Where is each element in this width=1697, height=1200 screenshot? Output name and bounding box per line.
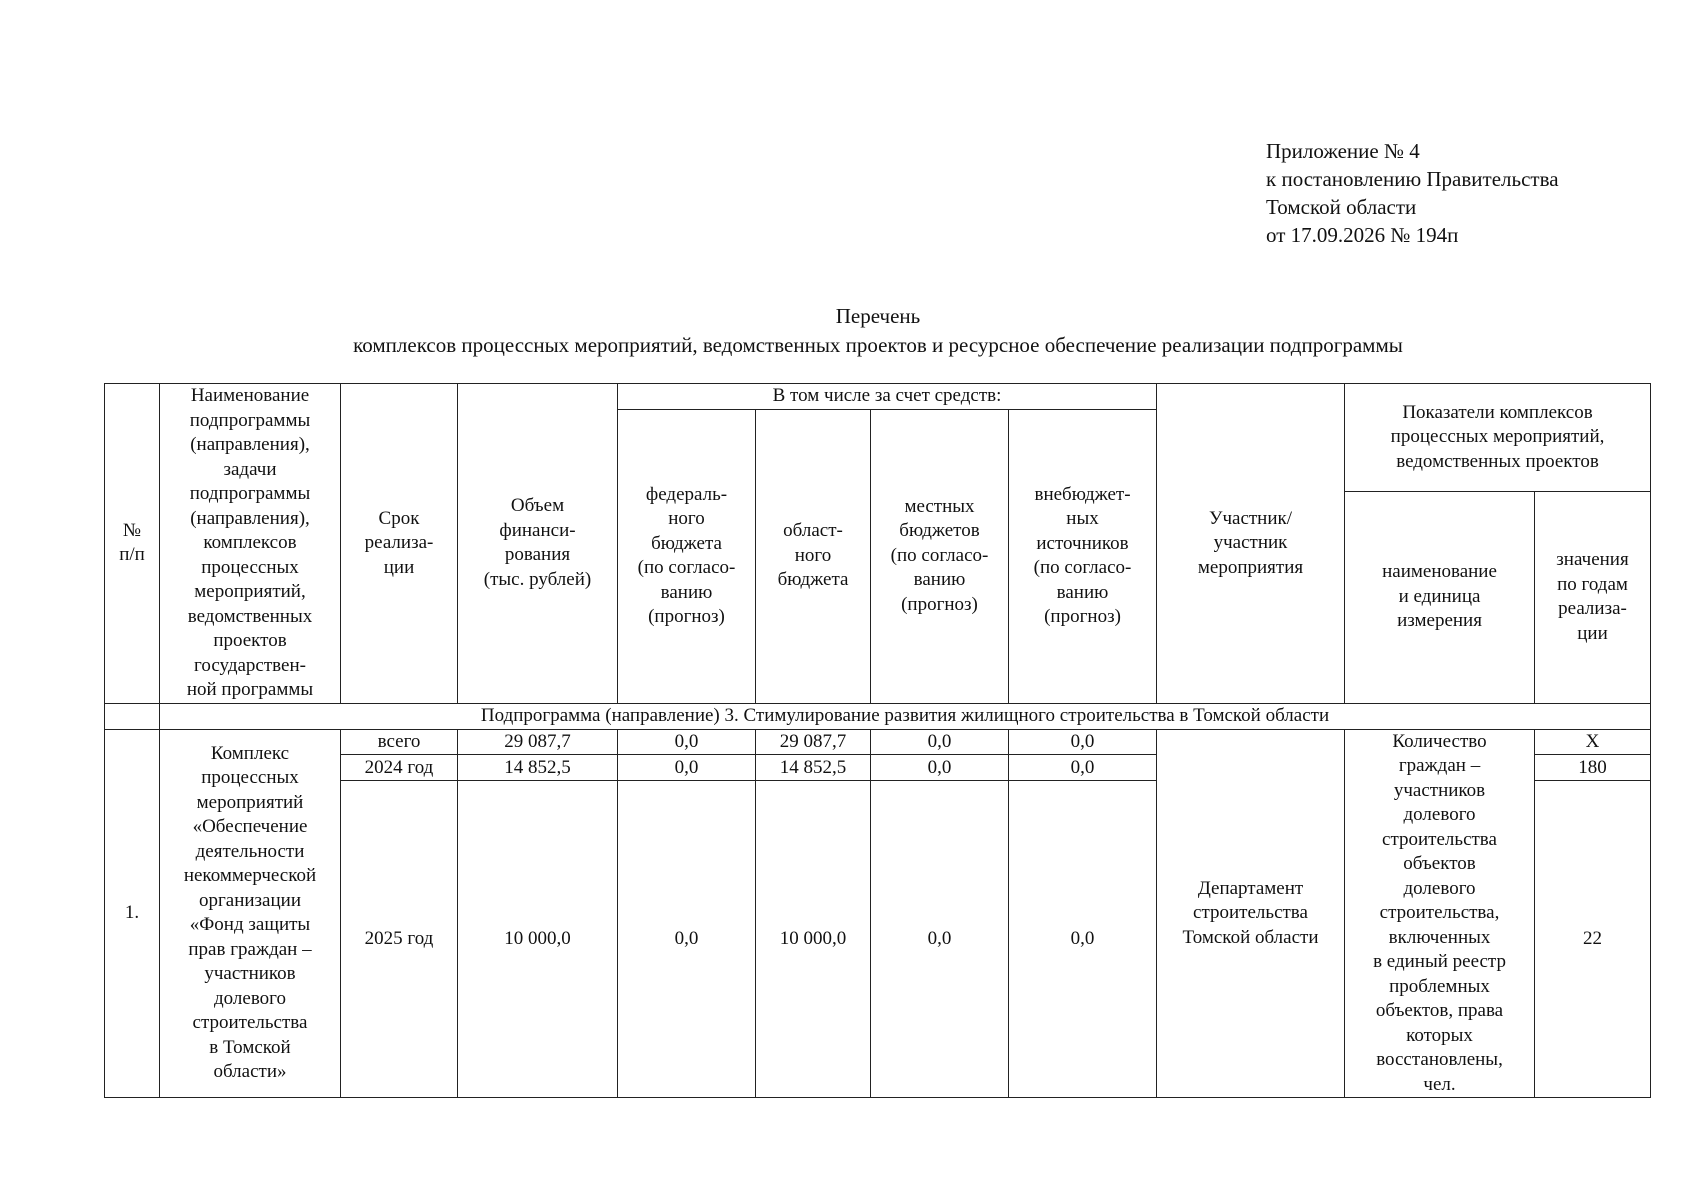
header-local: местных бюджетов (по согласо- ванию (прогноз)	[871, 409, 1009, 703]
period-cell: всего	[341, 729, 458, 755]
extra-cell: 0,0	[1009, 755, 1157, 781]
local-cell: 0,0	[871, 729, 1009, 755]
volume-cell: 10 000,0	[458, 781, 618, 1098]
volume-cell: 29 087,7	[458, 729, 618, 755]
local-cell: 0,0	[871, 781, 1009, 1098]
header-indicator-name: наименование и единица измерения	[1345, 491, 1535, 703]
header-federal: федераль- ного бюджета (по согласо- ванию (прогноз)	[618, 409, 756, 703]
regional-cell: 10 000,0	[756, 781, 871, 1098]
item-name: Комплекс процессных мероприятий «Обеспечение деятельности некоммерческой организации «Фонд защиты прав граждан – участников долевого строительства в Томской области»	[160, 729, 341, 1098]
period-cell: 2024 год	[341, 755, 458, 781]
item-participant: Департамент строительства Томской области	[1157, 729, 1345, 1098]
header-term: Срок реализа- ции	[341, 384, 458, 704]
header-sources-group: В том числе за счет средств:	[618, 384, 1157, 410]
item-indicator-name: Количество граждан – участников долевого строительства объектов долевого строительства, включенных в единый реестр проблемных объектов, права которых восстановлены, чел.	[1345, 729, 1535, 1098]
local-cell: 0,0	[871, 755, 1009, 781]
header-name: Наименование подпрограммы (направления), задачи подпрограммы (направления), комплексов процессных мероприятий, ведомственных проектов государствен- ной программы	[160, 384, 341, 704]
appendix-header	[1266, 137, 1559, 249]
subprogram-row: Подпрограмма (направление) 3. Стимулирование развития жилищного строительства в Томской области	[160, 703, 1651, 729]
regional-cell: 14 852,5	[756, 755, 871, 781]
table-row	[105, 729, 1651, 755]
federal-cell: 0,0	[618, 781, 756, 1098]
indicator-value-cell: 22	[1535, 781, 1651, 1098]
federal-cell: 0,0	[618, 755, 756, 781]
header-indicators-group: Показатели комплексов процессных мероприятий, ведомственных проектов	[1345, 384, 1651, 492]
federal-cell: 0,0	[618, 729, 756, 755]
regional-cell: 29 087,7	[756, 729, 871, 755]
indicator-value-cell: 180	[1535, 755, 1651, 781]
header-volume: Объем финанси- рования (тыс. рублей)	[458, 384, 618, 704]
header-regional: област- ного бюджета	[756, 409, 871, 703]
indicator-value-cell: Х	[1535, 729, 1651, 755]
title-line-1: Перечень	[835, 304, 921, 328]
header-extra: внебюджет- ных источников (по согласо- ванию (прогноз)	[1009, 409, 1157, 703]
header-number: № п/п	[105, 384, 160, 704]
appendix-line: от 17.09.2026 № 194п	[1266, 223, 1459, 247]
appendix-line: к постановлению Правительства	[1266, 167, 1559, 191]
document-title	[105, 302, 1651, 360]
subprogram-number-cell	[105, 703, 160, 729]
extra-cell: 0,0	[1009, 781, 1157, 1098]
volume-cell: 14 852,5	[458, 755, 618, 781]
period-cell: 2025 год	[341, 781, 458, 1098]
appendix-line: Приложение № 4	[1266, 139, 1420, 163]
extra-cell: 0,0	[1009, 729, 1157, 755]
header-participant: Участник/ участник мероприятия	[1157, 384, 1345, 704]
item-number: 1.	[105, 729, 160, 1098]
appendix-line: Томской области	[1266, 195, 1417, 219]
program-table	[104, 383, 1651, 1098]
header-indicator-values: значения по годам реализа- ции	[1535, 491, 1651, 703]
title-line-2: комплексов процессных мероприятий, ведомственных проектов и ресурсное обеспечение реализации подпрограммы	[353, 333, 1403, 357]
